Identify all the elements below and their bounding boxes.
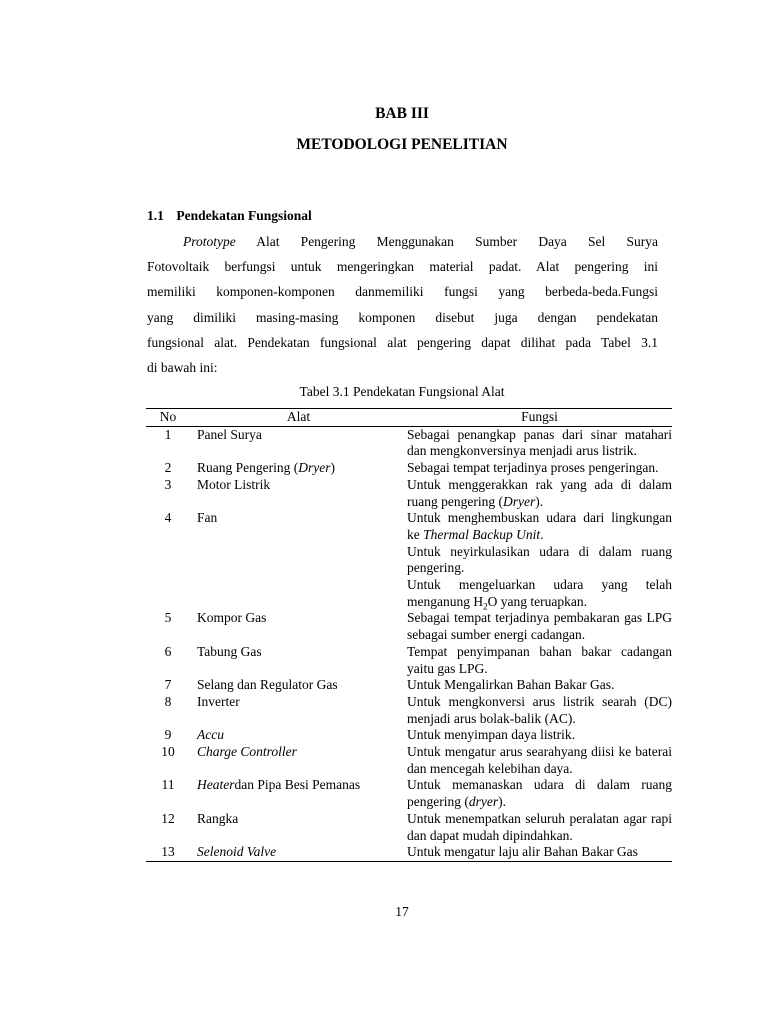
table-row: [146, 610, 672, 643]
cell-no: 13: [161, 844, 175, 860]
cell-alat: Charge Controller: [197, 744, 297, 760]
section-title: Pendekatan Fungsional: [176, 208, 312, 223]
paragraph-line-text: Alat Pengering Menggunakan Sumber Daya Sel Surya: [256, 234, 658, 249]
cell-alat: Selang dan Regulator Gas: [197, 677, 338, 693]
header-alat: Alat: [190, 409, 407, 427]
cell-alat: Panel Surya: [197, 426, 262, 442]
cell-alat: Kompor Gas: [197, 610, 267, 626]
header-fungsi: Fungsi: [407, 409, 672, 427]
table-row: [146, 811, 672, 844]
fungsi-item: Untuk neyirkulasikan udara di dalam ruang pengering.: [407, 543, 672, 576]
cell-fungsi: Untuk mengkonversi arus listrik searah (DC) menjadi arus bolak-balik (AC).: [407, 693, 672, 726]
cell-no: 8: [164, 693, 172, 709]
cell-no: 2: [164, 460, 172, 476]
section-heading: [147, 208, 312, 224]
cell-alat: Selenoid Valve: [197, 844, 277, 860]
table-row: [146, 694, 672, 727]
cell-fungsi: Untuk mengatur arus searahyang diisi ke baterai dan mencegah kelebihan daya.: [407, 744, 672, 776]
cell-fungsi: [407, 510, 672, 610]
cell-no: 9: [164, 727, 172, 743]
paragraph-line: Fotovoltaik berfungsi untuk mengeringkan material padat. Alat pengering ini: [147, 259, 658, 275]
cell-no: 7: [164, 677, 172, 693]
section-number: 1.1: [147, 208, 164, 223]
page-number: 17: [395, 904, 409, 919]
cell-no: 1: [164, 426, 172, 442]
cell-no: 10: [161, 744, 175, 760]
table-row: [146, 727, 672, 744]
cell-fungsi: Sebagai tempat terjadinya proses pengeringan.: [407, 460, 659, 476]
cell-alat: Inverter: [197, 693, 240, 709]
cell-no: 4: [164, 510, 172, 526]
header-no: No: [146, 409, 190, 427]
cell-no: 11: [161, 777, 175, 793]
cell-alat: Tabung Gas: [197, 643, 262, 659]
cell-fungsi: Untuk Mengalirkan Bahan Bakar Gas.: [407, 677, 615, 693]
cell-fungsi: Untuk menggerakkan rak yang ada di dalam ruang pengering (Dryer).: [407, 476, 672, 509]
cell-fungsi: Sebagai penangkap panas dari sinar matahari dan mengkonversinya menjadi arus listrik.: [407, 426, 672, 459]
function-table: [146, 408, 672, 862]
paragraph-line: [147, 229, 658, 254]
cell-alat: Accu: [197, 727, 224, 743]
paragraph-line: di bawah ini:: [147, 359, 218, 375]
table-row: [146, 677, 672, 694]
cell-fungsi: Sebagai tempat terjadinya pembakaran gas LPG sebagai sumber energi cadangan.: [407, 610, 672, 643]
fungsi-item: Untuk menghembuskan udara dari lingkungan ke Thermal Backup Unit.: [407, 510, 672, 542]
cell-alat: Heaterdan Pipa Besi Pemanas: [197, 777, 361, 793]
cell-no: 3: [164, 476, 172, 492]
table-row: [146, 777, 672, 810]
cell-fungsi: Tempat penyimpanan bahan bakar cadangan yaitu gas LPG.: [407, 643, 672, 676]
chapter-title: METODOLOGI PENELITIAN: [296, 136, 508, 153]
table-row: [146, 510, 672, 610]
table-row: [146, 744, 672, 777]
cell-no: 6: [164, 643, 172, 659]
cell-no: 5: [164, 610, 172, 626]
cell-fungsi: Untuk mengatur laju alir Bahan Bakar Gas: [407, 844, 638, 860]
table-row: [146, 844, 672, 861]
cell-fungsi: Untuk menyimpan daya listrik.: [407, 727, 575, 743]
chapter-label: BAB III: [375, 105, 429, 122]
paragraph-line: yang dimiliki masing-masing komponen disebut juga dengan pendekatan: [147, 309, 658, 325]
cell-fungsi: Untuk menempatkan seluruh peralatan agar rapi dan dapat mudah dipindahkan.: [407, 810, 672, 843]
cell-no: 12: [161, 810, 175, 826]
table-caption: Tabel 3.1 Pendekatan Fungsional Alat: [299, 384, 505, 399]
table-row: [146, 460, 672, 477]
paragraph-line: fungsional alat. Pendekatan fungsional alat pengering dapat dilihat pada Tabel 3.1: [147, 334, 658, 350]
paragraph-italic-term: Prototype: [183, 234, 236, 249]
fungsi-item: Untuk mengeluarkan udara yang telah menganung $H_2O$ yang teruapkan.: [407, 577, 672, 612]
table-row: [146, 477, 672, 510]
table-header-row: [146, 409, 672, 427]
cell-alat: Rangka: [197, 810, 239, 826]
cell-fungsi: Untuk memanaskan udara di dalam ruang pengering (dryer).: [407, 777, 672, 810]
table-row: [146, 644, 672, 677]
cell-alat: Ruang Pengering (Dryer): [197, 460, 335, 476]
cell-alat: Motor Listrik: [197, 476, 271, 492]
paragraph-line: memiliki komponen-komponen danmemiliki fungsi yang berbeda-beda.Fungsi: [147, 284, 658, 300]
body-paragraph: [147, 229, 658, 380]
table-row: [146, 426, 672, 460]
cell-alat: Fan: [197, 510, 218, 526]
